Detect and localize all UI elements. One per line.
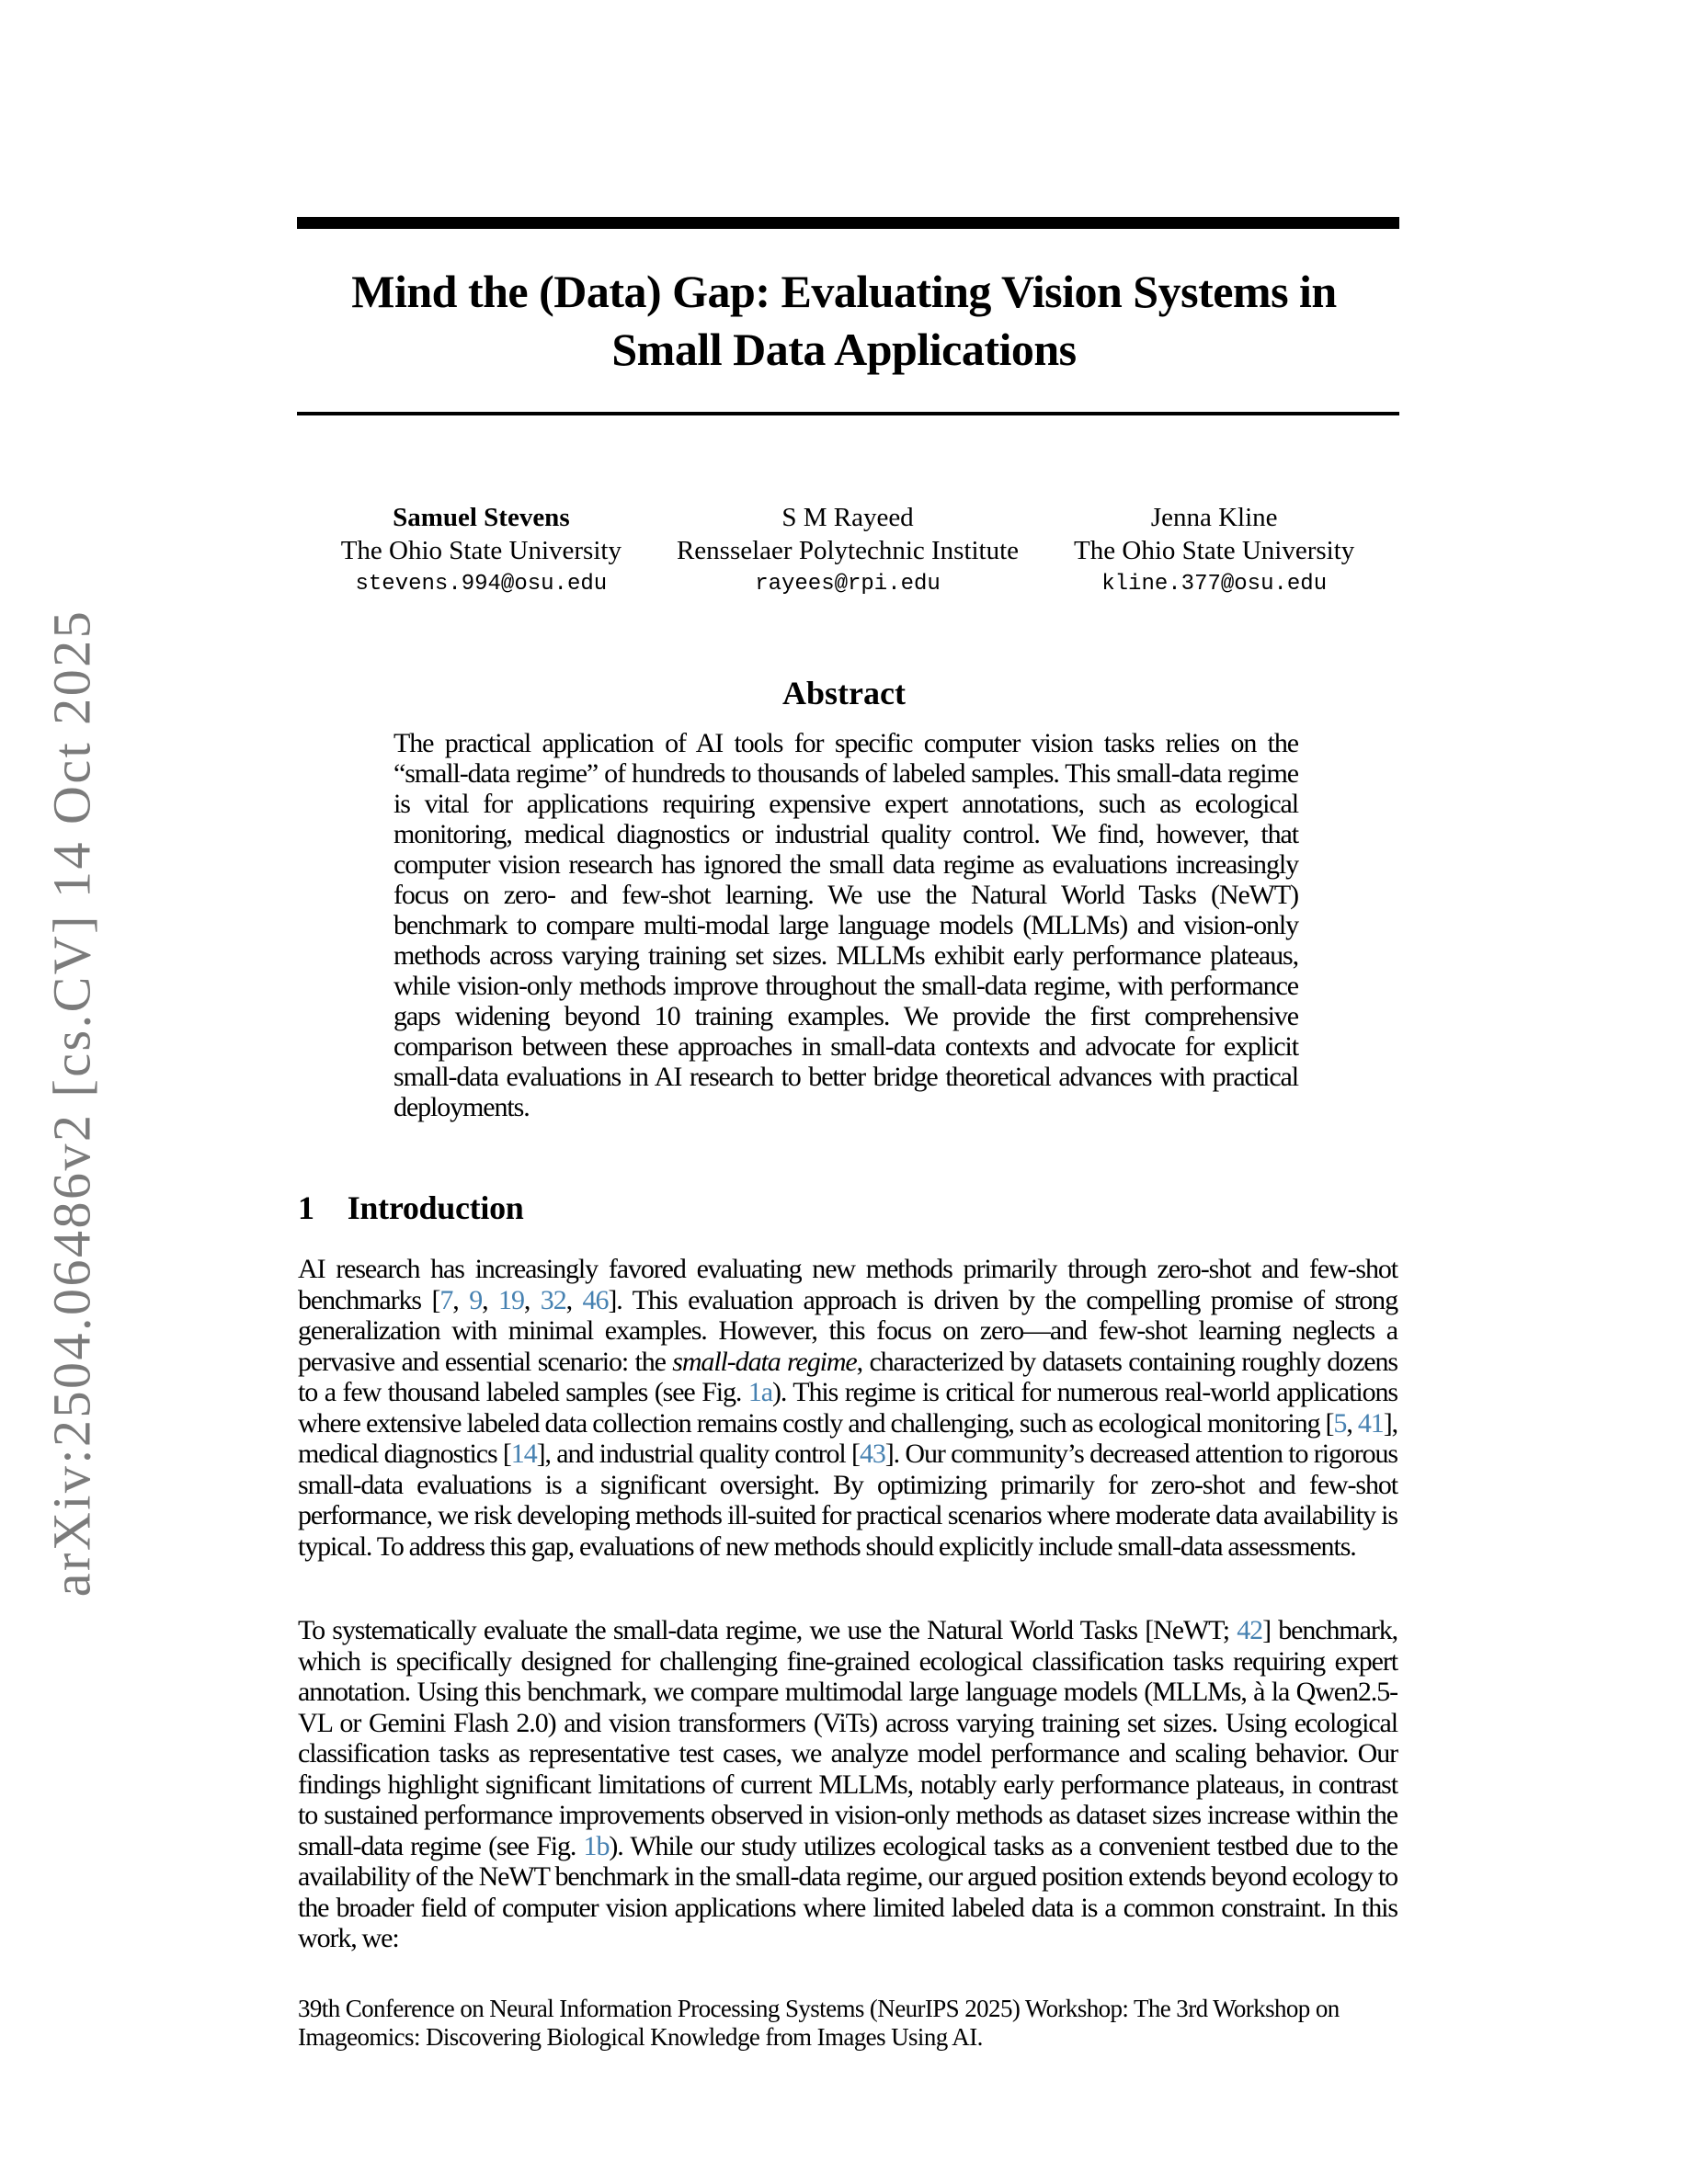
title-rule-bottom — [297, 412, 1399, 415]
text-run: , — [565, 1284, 583, 1315]
abstract-heading: Abstract — [782, 675, 906, 711]
author-block-2 — [665, 501, 1032, 598]
text-run: ] benchmark, which is specifically designed for challenging fine-grained ecological classification tasks requiring expert annotation. Using this benchmark, we compare multimodal large language models (MLLMs, à la Qwen2.5-VL or Gemini Flash 2.0) and vision transformers (ViTs) across varying training set sizes. Using ecological classification tasks as representative test cases, we analyze model performance and scaling behavior. Our findings highlight significant limitations of current MLLMs, notably early performance plateaus, in contrast to sustained performance improvements observed in vision-only methods as dataset sizes increase within the small-data regime (see Fig. — [298, 1615, 1398, 1861]
citation-link[interactable]: 46 — [582, 1284, 609, 1315]
author-row — [298, 501, 1397, 598]
author-affiliation: The Ohio State University — [340, 536, 622, 565]
text-run: ]. Our community’s decreased attention to rigorous small-data evaluations is a significant oversight. By optimizing primarily for zero-shot and few-shot performance, we risk developing methods ill-suited for practical scenarios where moderate data availability is typical. To address this gap, evaluations of new methods should explicitly include small-data assessments. — [298, 1439, 1397, 1562]
text-run: , — [523, 1284, 541, 1315]
text-run: , — [1346, 1407, 1358, 1439]
citation-link[interactable]: 32 — [540, 1284, 566, 1315]
author-affiliation: Rensselaer Polytechnic Institute — [676, 536, 1020, 565]
intro-paragraph-2 — [298, 1615, 1397, 1954]
abstract-text: The practical application of AI tools for specific computer vision tasks relies on the “small-data regime” of hundreds to thousands of labeled samples. This small-data regime is vital for applications requiring expensive expert annotations, such as ecological monitoring, medical diagnostics or industrial quality control. We find, however, that computer vision research has ignored the small data regime as evaluations increasingly focus on zero- and few-shot learning. We use the Natural World Tasks (NeWT) benchmark to compare multi-modal large language models (MLLMs) and vision-only methods across varying training set sizes. MLLMs exhibit early performance plateaus, while vision-only methods improve throughout the small-data regime, with performance gaps widening beyond 10 training examples. We provide the first comprehensive comparison between these approaches in small-data contexts and advocate for explicit small-data evaluations in AI research to better bridge theoretical advances with practical deployments. — [393, 728, 1298, 1122]
citation-link[interactable]: 14 — [510, 1439, 537, 1469]
text-run: , characterized by datasets containing roughly dozens to a few thousand labeled samples (see Fig. — [298, 1346, 1398, 1407]
citation-link[interactable]: 9 — [469, 1284, 483, 1315]
citation-link[interactable]: 43 — [859, 1439, 885, 1469]
citation-link[interactable]: 19 — [498, 1284, 524, 1315]
figure-link[interactable]: 1b — [583, 1830, 610, 1861]
author-email: stevens.994@osu.edu — [355, 572, 608, 597]
text-run: To systematically evaluate the small-data regime, we use the Natural World Tasks [NeWT; — [298, 1615, 1237, 1645]
paper-title-line-2: Small Data Applications — [611, 324, 1077, 375]
text-run: ). This regime is critical for numerous real-world applications where extensive labeled data collection remains costly and challenging, such as ecological monitoring [ — [298, 1377, 1397, 1439]
author-affiliation: The Ohio State University — [1074, 536, 1355, 565]
text-run: ], and industrial quality control [ — [536, 1439, 860, 1469]
text-run: AI research has increasingly favored evaluating new methods primarily through zero-shot and few-shot benchmarks [ — [298, 1254, 1397, 1315]
citation-link[interactable]: 7 — [439, 1284, 453, 1315]
text-run: ]. This evaluation approach is driven by the compelling promise of strong generalization with minimal examples. However, this focus on zero—and few-shot learning neglects a pervasive and essential scenario: the — [298, 1284, 1397, 1377]
section-heading-introduction — [298, 1189, 523, 1227]
citation-link[interactable]: 41 — [1357, 1407, 1384, 1439]
citation-link[interactable]: 42 — [1237, 1615, 1263, 1645]
citation-link[interactable]: 5 — [1333, 1407, 1347, 1439]
author-name: Jenna Kline — [1150, 503, 1278, 532]
author-block-1 — [298, 501, 665, 598]
arxiv-watermark: arXiv:2504.06486v2 [cs.CV] 14 Oct 2025 — [41, 609, 102, 1598]
section-number: 1 — [298, 1189, 314, 1226]
intro-paragraph-1 — [298, 1254, 1397, 1562]
figure-link[interactable]: 1a — [747, 1377, 772, 1407]
text-run: ], medical diagnostics [ — [298, 1407, 1397, 1469]
text-run: ). While our study utilizes ecological tasks as a convenient testbed due to the availability of the NeWT benchmark in the small-data regime, our argued position extends beyond ecology to the broader field of computer vision applications where limited labeled data is a common constraint. In this work, we: — [298, 1830, 1397, 1953]
author-email: rayees@rpi.edu — [755, 572, 941, 597]
author-name: Samuel Stevens — [393, 503, 570, 532]
emphasis-text: small-data regime — [672, 1346, 857, 1377]
text-run: , — [482, 1284, 499, 1315]
title-rule-top — [297, 217, 1399, 229]
paper-title-line-1: Mind the (Data) Gap: Evaluating Vision Systems in — [351, 266, 1337, 317]
text-run: , — [452, 1284, 470, 1315]
author-name: S M Rayeed — [781, 503, 914, 532]
paper-title — [292, 263, 1396, 379]
footer-conference-note: 39th Conference on Neural Information Processing Systems (NeurIPS 2025) Workshop: The 3rd Workshop on Imageomics: Discovering Biological Knowledge from Images Using AI. — [298, 1995, 1340, 2051]
section-title: Introduction — [347, 1189, 524, 1226]
author-email: kline.377@osu.edu — [1101, 572, 1328, 597]
author-block-3 — [1031, 501, 1397, 598]
